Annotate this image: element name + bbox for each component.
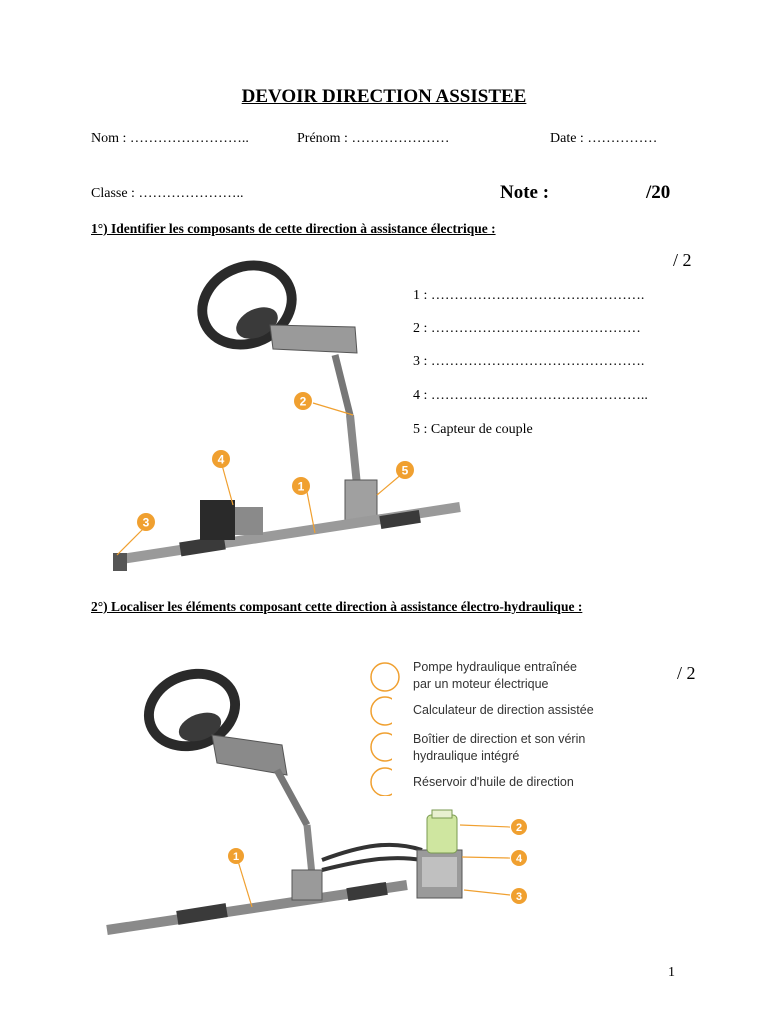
svg-text:3: 3	[142, 515, 150, 530]
question-1-heading: 1°) Identifier les composants de cette direction à assistance électrique :	[91, 221, 496, 236]
svg-text:5: 5	[401, 463, 409, 478]
torque-sensor-body	[345, 480, 377, 520]
svg-text:2: 2	[299, 394, 307, 409]
answer-3: 3 : ……………………………………….	[413, 354, 645, 369]
pump-motor-unit	[417, 850, 462, 898]
nom-field: Nom : ……………………..	[91, 131, 249, 146]
svg-text:4: 4	[515, 853, 523, 865]
svg-text:1: 1	[232, 851, 240, 863]
svg-text:4: 4	[217, 452, 225, 467]
page-title: DEVOIR DIRECTION ASSISTEE	[241, 86, 527, 107]
oil-reservoir	[427, 810, 457, 853]
badge-4	[212, 450, 230, 468]
note-label: Note :	[500, 182, 550, 203]
legend-2-line-1: Calculateur de direction assistée	[413, 703, 594, 717]
badge-3	[137, 513, 155, 531]
answer-1: 1 : ……………………………………….	[413, 288, 645, 303]
date-field: Date : ……………	[550, 131, 658, 146]
classe-field: Classe : …………………..	[91, 186, 244, 201]
badge-1	[228, 848, 244, 864]
badge-3	[511, 888, 527, 904]
question-1-score: / 2	[673, 250, 692, 270]
badge-1	[292, 477, 310, 495]
hydraulic-hoses	[322, 845, 422, 870]
badge-4	[511, 850, 527, 866]
answer-5: 5 : Capteur de couple	[413, 422, 533, 437]
svg-text:3: 3	[515, 891, 523, 903]
prenom-field: Prénom : …………………	[297, 131, 450, 146]
badge-2	[294, 392, 312, 410]
steering-rack	[115, 507, 460, 560]
electro-hydraulic-steering-figure	[92, 645, 542, 945]
legend-1-line-1: Pompe hydraulique entraînée	[413, 660, 578, 674]
question-2-score: / 2	[677, 663, 696, 683]
electric-motor	[200, 500, 263, 540]
badge-2	[511, 819, 527, 835]
tie-rod-end	[113, 553, 127, 571]
badge-5	[396, 461, 414, 479]
legend-1-line-2: par un moteur électrique	[413, 677, 549, 691]
steering-rack	[107, 870, 407, 930]
svg-text:1: 1	[297, 479, 305, 494]
legend-4-line-1: Réservoir d'huile de direction	[413, 775, 574, 789]
svg-text:2: 2	[515, 822, 523, 834]
legend-3-line-2: hydraulique intégré	[413, 749, 520, 763]
note-total: /20	[646, 182, 671, 203]
steering-column	[212, 735, 312, 875]
legend-3-line-1: Boîtier de direction et son vérin	[413, 732, 586, 746]
steering-column	[270, 325, 357, 485]
answer-2: 2 : ………………………………………	[413, 321, 641, 336]
page-number: 1	[668, 965, 675, 980]
question-2-heading: 2°) Localiser les éléments composant cette direction à assistance électro-hydraulique :	[91, 599, 583, 614]
answer-4: 4 : ………………………………………..	[413, 388, 648, 403]
